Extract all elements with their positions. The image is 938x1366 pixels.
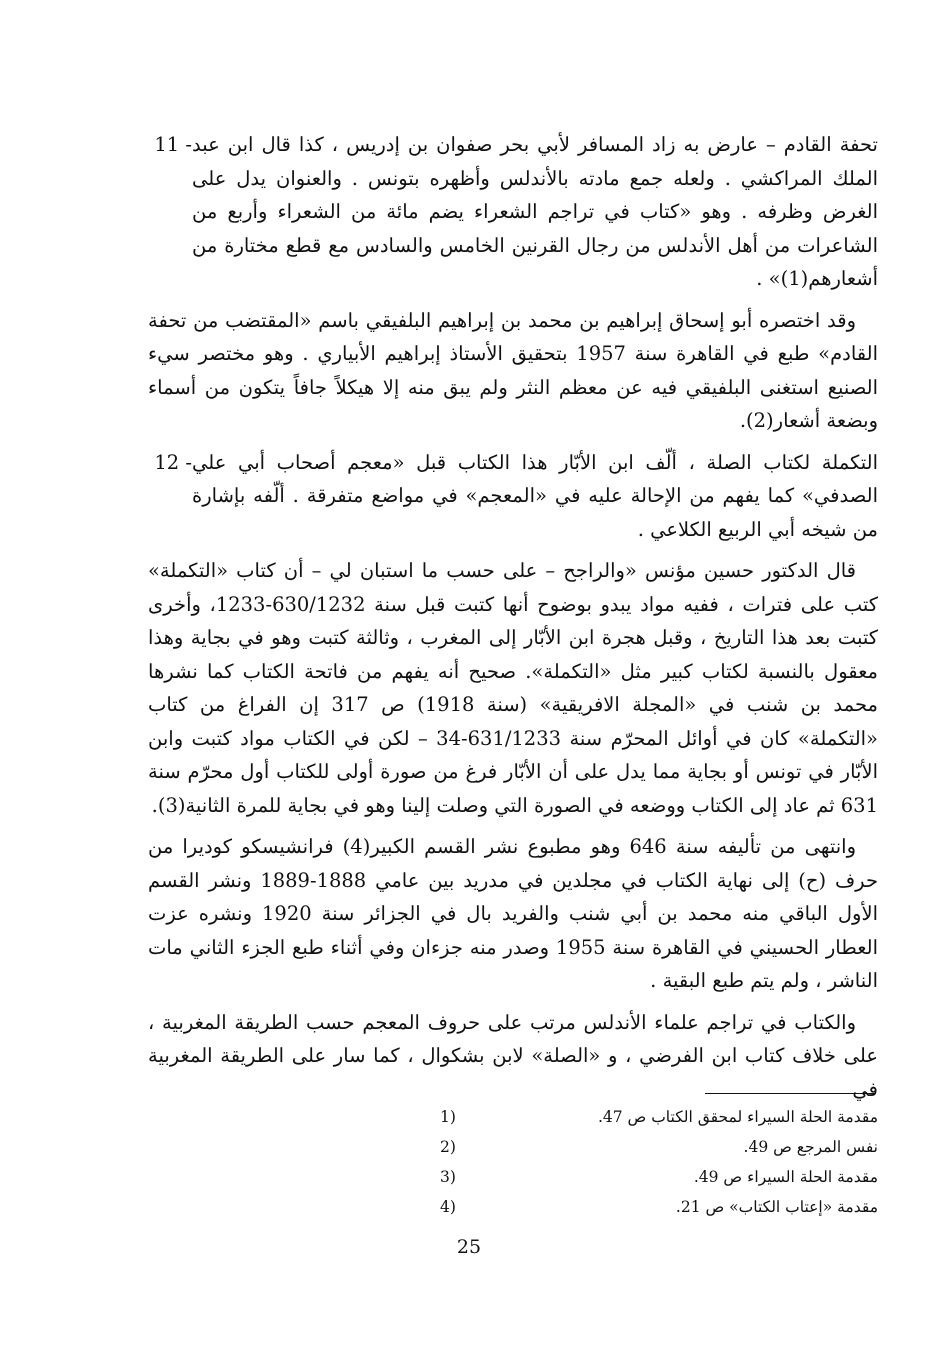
paragraph-quote: قال الدكتور حسين مؤنس «والراجح – على حسب ما استبان لي – أن كتاب «التكملة» كتب على فترات ، ففيه مواد يبدو بوضوح أنها كتبت قبل سنة 630/1232-1233، وأخرى كتبت بعد هذا التاريخ ، وقبل هجرة ابن الأبّار إلى المغرب ، وثالثة كتبت وهو في بجاية وهذا معقول بالنسبة لكتاب كبير مثل «التكملة». صحيح أنه يفهم من فاتحة الكتاب كما نشرها محمد بن شنب في «المجلة الافريقية» (سنة 1918) ص 317 إن الفراغ من كتاب «التكملة» كان في أوائل المحرّم سنة 631/1233-34 – لكن في الكتاب مواد كتبت وابن الأبّار في تونس أو بجاية مما يدل على أن الأبّار فرغ من صورة أولى للكتاب أول محرّم سنة 631 ثم عاد إلى الكتاب ووضعه في الصورة التي وصلت إلينا وهو في بجاية للمرة الثانية(3). xyxy=(148,559,879,817)
footnote-item xyxy=(440,1106,878,1128)
entry-text: تحفة القادم – عارض به زاد المسافر لأبي بحر صفوان بن إدريس ، كذا قال ابن عبد الملك المراكشي . ولعله جمع مادته بالأندلس وأظهره بتونس . والعنوان يدل على الغرض وظرفه . وهو «كتاب في تراجم الشعراء يضم مائة من الشعراء وأربع من الشاعرات من أهل الأندلس من رجال القرنين الخامس والسادس مع قطع مختارة من أشعارهم(1)» . xyxy=(192,133,878,290)
footnote-text: نفس المرجع ص 49. xyxy=(743,1138,878,1156)
main-text xyxy=(148,128,878,1112)
footnote-text: مقدمة الحلة السيراء ص 49. xyxy=(693,1168,878,1186)
footnote-item xyxy=(440,1166,878,1188)
entry-number: 11 - xyxy=(154,133,192,156)
footnote-text: مقدمة «إعتاب الكتاب» ص 21. xyxy=(675,1198,878,1216)
entry-12 xyxy=(148,446,878,547)
footnote-number: 1) xyxy=(440,1108,456,1126)
footnote-number: 3) xyxy=(440,1168,456,1186)
footnote-number: 4) xyxy=(440,1198,456,1216)
paragraph-publication: وانتهى من تأليفه سنة 646 وهو مطبوع نشر القسم الكبير(4) فرانشيسكو كوديرا من حرف (ح) إلى نهاية الكتاب في مجلدين في مدريد بين عامي 1888-1889 ونشر القسم الأول الباقي منه محمد بن أبي شنب والفريد بال في الجزائر سنة 1920 ونشره عزت العطار الحسيني في القاهرة سنة 1955 وصدر منه جزءان وفي أثناء طبع الجزء الثاني مات الناشر ، ولم يتم طبع البقية . xyxy=(148,835,878,992)
paragraph-abridgement: وقد اختصره أبو إسحاق إبراهيم بن محمد بن إبراهيم البلفيقي باسم «المقتضب من تحفة القادم» طبع في القاهرة سنة 1957 بتحقيق الأستاذ إبراهيم الأبياري . وهو مختصر سيء الصنيع استغنى البلفيقي فيه عن معظم النثر ولم يبق منه إلا هيكلاً جافاً يتكون من أسماء وبضعة أشعار(2). xyxy=(148,308,878,432)
paragraph-arrangement: والكتاب في تراجم علماء الأندلس مرتب على حروف المعجم حسب الطريقة المغربية ، على خلاف كتاب ابن الفرضي ، و «الصلة» لابن بشكوال ، كما سار على الطريقة المغربية في xyxy=(148,1010,878,1101)
footnote-item xyxy=(440,1136,878,1158)
footnotes xyxy=(440,1106,878,1226)
page-number: 25 xyxy=(456,1236,482,1258)
entry-number: 12 - xyxy=(154,450,192,474)
entry-11 xyxy=(148,128,878,296)
entry-text: التكملة لكتاب الصلة ، ألّف ابن الأبّار هذا الكتاب قبل «معجم أصحاب أبي علي الصدفي» كما يفهم من الإحالة عليه في «المعجم» في مواضع متفرقة . ألّفه بإشارة من شيخه أبي الربيع الكلاعي . xyxy=(192,450,878,541)
footnote-divider xyxy=(705,1093,875,1094)
footnote-text: مقدمة الحلة السيراء لمحقق الكتاب ص 47. xyxy=(597,1108,878,1126)
footnote-number: 2) xyxy=(440,1138,456,1156)
footnote-item xyxy=(440,1196,878,1218)
